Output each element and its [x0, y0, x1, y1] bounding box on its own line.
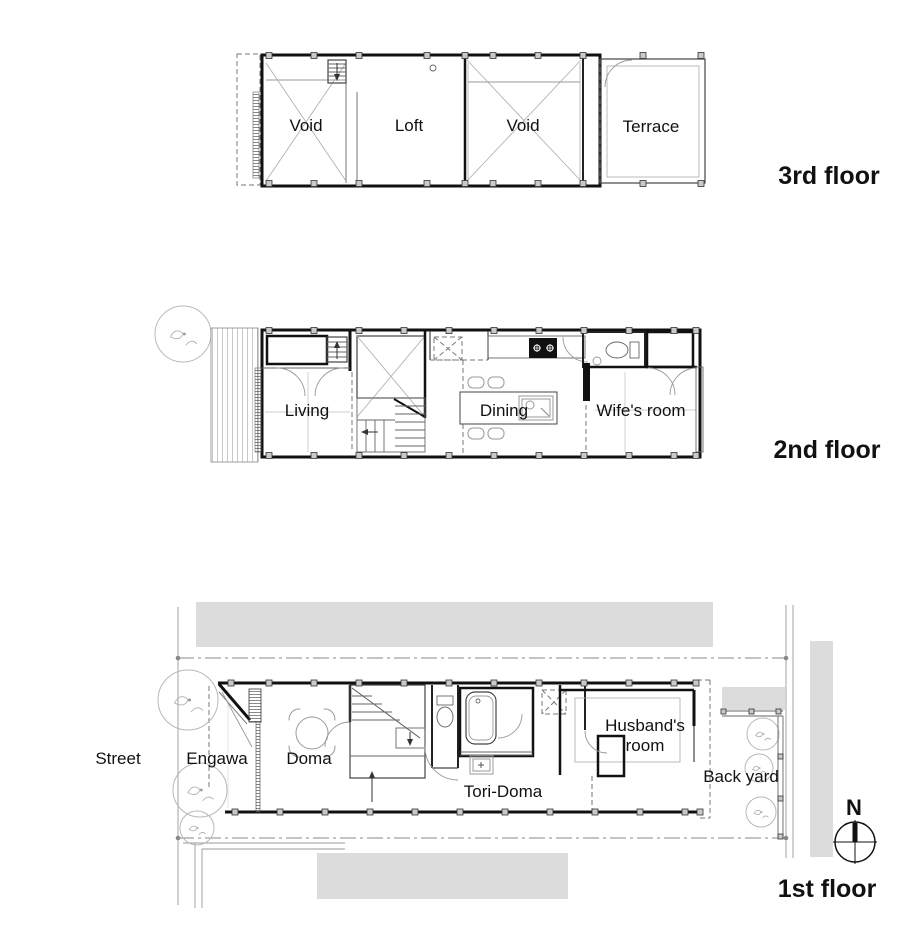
floor2-closet — [267, 336, 327, 364]
doma-door-arc — [325, 722, 350, 747]
post — [671, 680, 677, 686]
post — [266, 453, 272, 459]
room-label-husbands-2: room — [625, 736, 665, 755]
post — [490, 181, 496, 187]
husbands-closet — [598, 736, 624, 776]
floor2-left-window-hatch — [255, 368, 261, 452]
compass-north-label: N — [846, 795, 862, 820]
post — [446, 680, 452, 686]
post — [693, 680, 699, 686]
post — [356, 53, 362, 59]
post — [277, 809, 283, 815]
room-label-loft: Loft — [394, 116, 424, 135]
post — [311, 53, 317, 59]
tree-icon — [155, 306, 211, 362]
wifes-closet — [647, 332, 693, 367]
staircase — [350, 685, 425, 802]
floor2-trees — [155, 306, 211, 362]
tree-icon — [158, 670, 218, 730]
post — [592, 809, 598, 815]
post — [412, 809, 418, 815]
post — [535, 181, 541, 187]
deck-strip — [211, 328, 258, 462]
post — [356, 181, 362, 187]
post — [462, 53, 468, 59]
closet-cross-dashed — [434, 337, 462, 360]
boundary-marker — [176, 656, 181, 661]
living-door-arc-left — [277, 368, 305, 396]
wall-jamb — [583, 363, 590, 401]
post — [693, 328, 699, 334]
shoji-wall — [256, 722, 260, 812]
post — [581, 453, 587, 459]
floor1-plan — [95, 602, 877, 908]
room-label-engawa: Engawa — [186, 749, 248, 768]
post — [536, 680, 542, 686]
boundary-marker — [784, 836, 789, 841]
post — [228, 680, 234, 686]
wifes-door-arc-right — [670, 368, 697, 395]
toilet-icon — [606, 342, 628, 358]
floor3-left-window-hatch — [253, 92, 259, 178]
floor2-plan — [155, 306, 881, 464]
room-label-tori-doma: Tori-Doma — [463, 782, 543, 801]
post — [356, 328, 362, 334]
post — [491, 328, 497, 334]
post — [311, 680, 317, 686]
post — [424, 181, 430, 187]
post — [311, 453, 317, 459]
bath-door-arc — [498, 714, 522, 738]
tree-icon — [180, 811, 214, 845]
post — [698, 181, 704, 187]
post — [682, 809, 688, 815]
entrance-sliding-door — [249, 689, 261, 722]
loft-skylight-icon — [430, 65, 436, 71]
post — [581, 328, 587, 334]
post — [266, 328, 272, 334]
post — [640, 53, 646, 59]
post — [637, 809, 643, 815]
post — [424, 53, 430, 59]
tree-icon — [173, 763, 227, 817]
entrance — [219, 684, 261, 812]
post — [266, 181, 272, 187]
post — [581, 680, 587, 686]
boundary-marker — [784, 656, 789, 661]
post — [401, 453, 407, 459]
tree-icon — [746, 797, 776, 827]
neighbor-shed — [722, 687, 785, 710]
post — [266, 53, 272, 59]
living-door-arc-right — [315, 368, 343, 396]
post — [446, 453, 452, 459]
post — [626, 453, 632, 459]
post — [778, 754, 783, 759]
post — [232, 809, 238, 815]
room-label-dining: Dining — [479, 401, 529, 420]
street-label: Street — [95, 749, 141, 768]
husbands-door-arc — [585, 731, 607, 753]
post — [671, 453, 677, 459]
post — [356, 680, 362, 686]
post — [367, 809, 373, 815]
post — [640, 181, 646, 187]
floor3-title: 3rd floor — [778, 162, 880, 190]
post — [776, 709, 781, 714]
floor3-plan — [237, 53, 880, 191]
ladder-icon — [327, 337, 347, 362]
post — [580, 181, 586, 187]
post — [311, 181, 317, 187]
room-label-void-right: Void — [506, 116, 540, 135]
post — [490, 53, 496, 59]
neighbor-building-right — [810, 641, 833, 857]
stairwell — [357, 331, 425, 452]
room-label-void-left: Void — [289, 116, 323, 135]
post — [698, 53, 704, 59]
backyard-label: Back yard — [703, 767, 779, 786]
post — [491, 453, 497, 459]
post — [721, 709, 726, 714]
post — [626, 328, 632, 334]
post — [401, 680, 407, 686]
post — [778, 796, 783, 801]
post — [536, 453, 542, 459]
post — [266, 680, 272, 686]
neighbor-building-top — [196, 602, 713, 647]
floor2-title: 2nd floor — [773, 436, 881, 464]
kitchen-counter — [430, 331, 585, 360]
post — [457, 809, 463, 815]
post — [778, 834, 783, 839]
post — [626, 680, 632, 686]
room-label-wifes-room: Wife's room — [596, 401, 686, 420]
toilet-icon — [437, 707, 453, 727]
bathroom — [460, 688, 533, 756]
room-label-husbands-1: Husband's — [605, 716, 685, 735]
post — [547, 809, 553, 815]
post — [491, 680, 497, 686]
washstand — [460, 752, 533, 774]
terrace-door-arc — [605, 60, 632, 87]
tori-doma-door-arc — [425, 747, 458, 780]
room-label-terrace: Terrace — [622, 117, 680, 136]
post — [401, 328, 407, 334]
post — [697, 809, 703, 815]
post — [311, 328, 317, 334]
post — [535, 53, 541, 59]
veranda-dashed-outline — [697, 680, 710, 818]
wifes-door-arc-left — [648, 368, 675, 395]
tree-icon — [747, 718, 779, 750]
room-label-living: Living — [284, 401, 330, 420]
post — [580, 53, 586, 59]
floor1-title: 1st floor — [777, 875, 877, 903]
toilet-room — [432, 685, 458, 768]
boundary-marker — [176, 836, 181, 841]
post — [356, 453, 362, 459]
post — [749, 709, 754, 714]
room-label-doma: Doma — [286, 749, 332, 768]
toilet-room — [583, 332, 645, 367]
closet-cross-dashed — [542, 690, 566, 714]
post — [462, 181, 468, 187]
post — [502, 809, 508, 815]
post — [322, 809, 328, 815]
post — [446, 328, 452, 334]
neighbor-building-bottom — [317, 853, 568, 899]
post — [671, 328, 677, 334]
post — [693, 453, 699, 459]
bathtub-icon — [466, 692, 496, 744]
compass-icon — [833, 795, 877, 864]
post — [536, 328, 542, 334]
